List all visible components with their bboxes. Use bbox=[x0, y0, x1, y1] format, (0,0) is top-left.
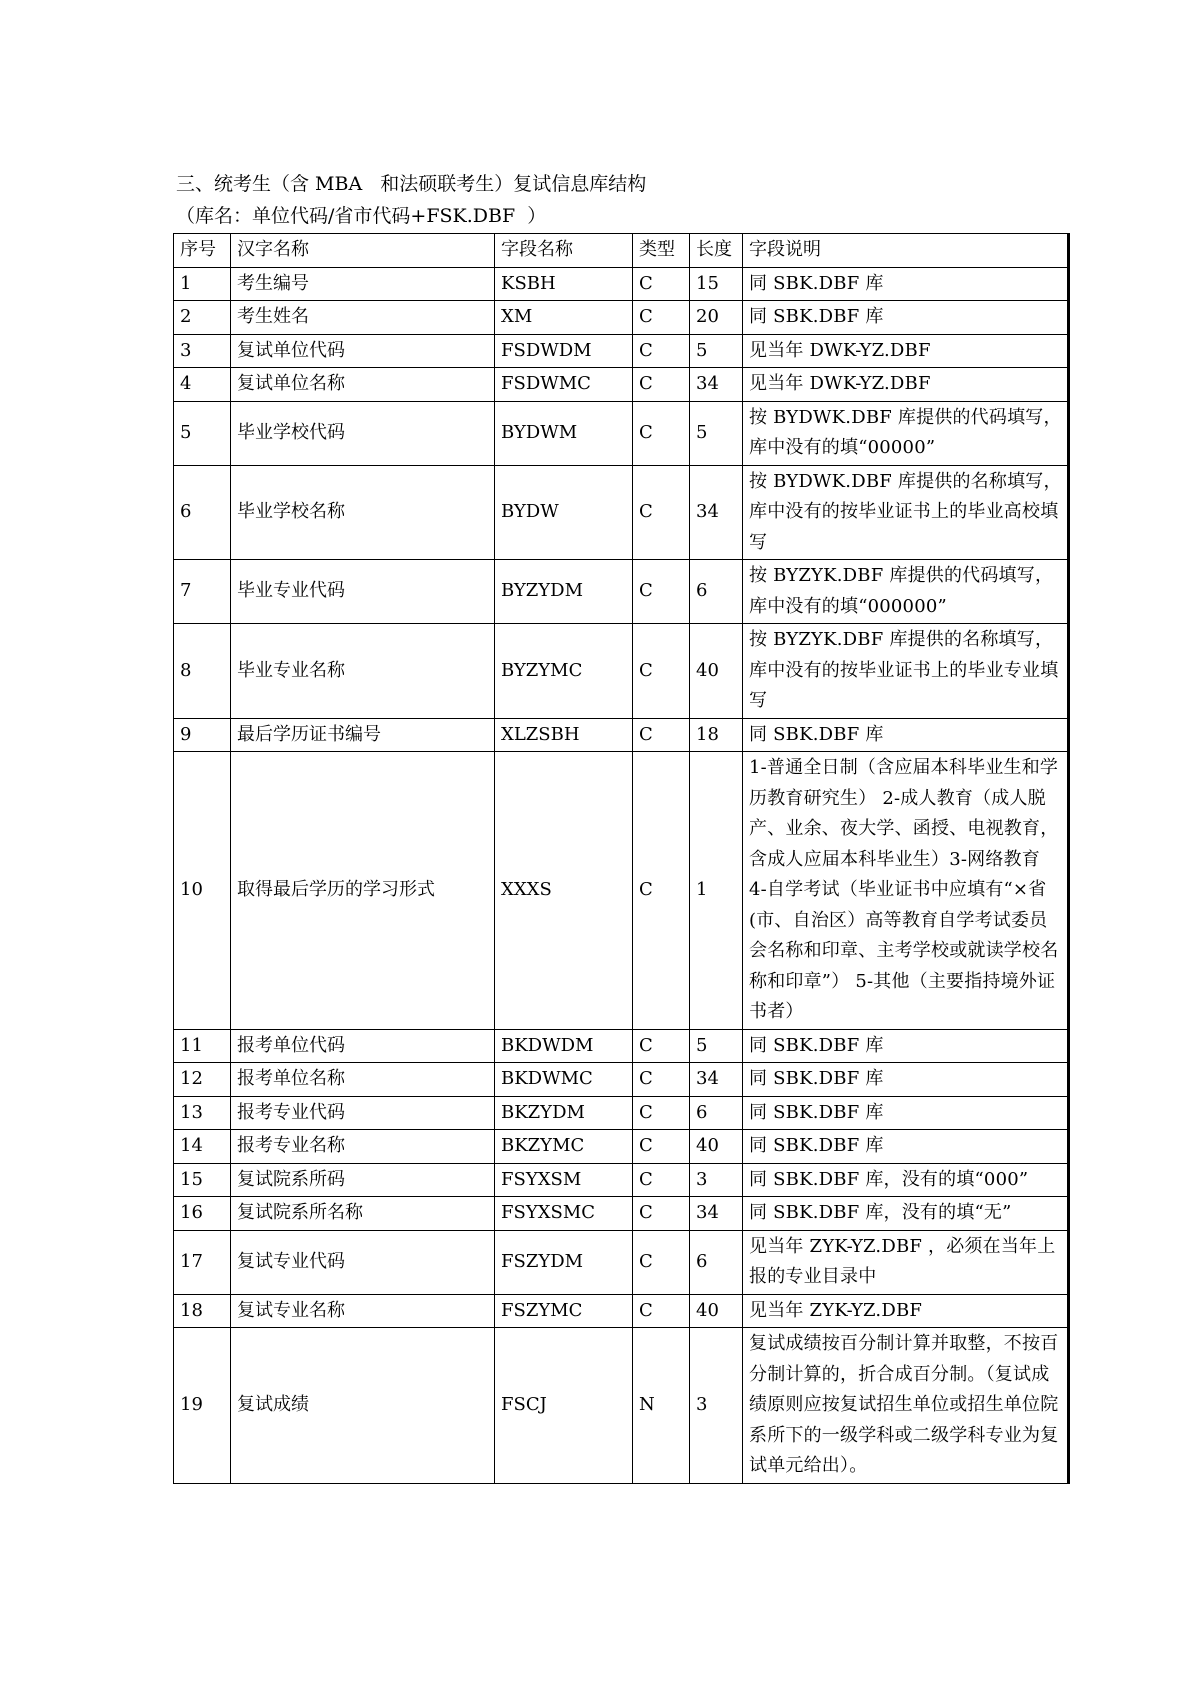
cell-length: 6 bbox=[690, 1230, 743, 1294]
cell-index: 10 bbox=[174, 752, 231, 1030]
header-field-name: 字段名称 bbox=[495, 234, 633, 268]
cell-field-name: FSZYDM bbox=[495, 1230, 633, 1294]
cell-chinese-name: 复试专业代码 bbox=[231, 1230, 495, 1294]
database-name-note: （库名：单位代码/省市代码+FSK.DBF ） bbox=[176, 205, 547, 227]
cell-type: C bbox=[633, 718, 690, 752]
cell-description: 见当年 ZYK-YZ.DBF bbox=[743, 1294, 1069, 1328]
cell-description: 见当年 DWK-YZ.DBF bbox=[743, 334, 1069, 368]
header-type: 类型 bbox=[633, 234, 690, 268]
cell-length: 20 bbox=[690, 301, 743, 335]
cell-type: N bbox=[633, 1328, 690, 1484]
cell-chinese-name: 毕业学校名称 bbox=[231, 465, 495, 560]
cell-length: 6 bbox=[690, 560, 743, 624]
cell-field-name: XM bbox=[495, 301, 633, 335]
cell-length: 34 bbox=[690, 368, 743, 402]
cell-length: 34 bbox=[690, 1197, 743, 1231]
cell-length: 34 bbox=[690, 465, 743, 560]
cell-description: 同 SBK.DBF 库，没有的填“000” bbox=[743, 1163, 1069, 1197]
table-row bbox=[174, 401, 1069, 465]
cell-chinese-name: 复试单位名称 bbox=[231, 368, 495, 402]
header-chinese-name: 汉字名称 bbox=[231, 234, 495, 268]
cell-description: 同 SBK.DBF 库 bbox=[743, 1130, 1069, 1164]
cell-field-name: XLZSBH bbox=[495, 718, 633, 752]
cell-type: C bbox=[633, 334, 690, 368]
cell-description: 同 SBK.DBF 库 bbox=[743, 301, 1069, 335]
cell-type: C bbox=[633, 560, 690, 624]
cell-index: 13 bbox=[174, 1096, 231, 1130]
cell-description: 同 SBK.DBF 库 bbox=[743, 1096, 1069, 1130]
cell-index: 7 bbox=[174, 560, 231, 624]
cell-index: 14 bbox=[174, 1130, 231, 1164]
cell-chinese-name: 报考单位名称 bbox=[231, 1063, 495, 1097]
cell-description: 按 BYZYK.DBF 库提供的名称填写，库中没有的按毕业证书上的毕业专业填写 bbox=[743, 624, 1069, 719]
cell-field-name: FSYXSMC bbox=[495, 1197, 633, 1231]
cell-chinese-name: 报考单位代码 bbox=[231, 1029, 495, 1063]
cell-type: C bbox=[633, 1230, 690, 1294]
cell-index: 19 bbox=[174, 1328, 231, 1484]
table-row bbox=[174, 368, 1069, 402]
table-row bbox=[174, 718, 1069, 752]
cell-length: 3 bbox=[690, 1163, 743, 1197]
cell-index: 2 bbox=[174, 301, 231, 335]
cell-type: C bbox=[633, 1197, 690, 1231]
cell-index: 17 bbox=[174, 1230, 231, 1294]
table-row bbox=[174, 1230, 1069, 1294]
cell-chinese-name: 最后学历证书编号 bbox=[231, 718, 495, 752]
cell-description: 见当年 ZYK-YZ.DBF ，必须在当年上报的专业目录中 bbox=[743, 1230, 1069, 1294]
cell-description: 按 BYDWK.DBF 库提供的代码填写，库中没有的填“00000” bbox=[743, 401, 1069, 465]
cell-length: 1 bbox=[690, 752, 743, 1030]
cell-chinese-name: 复试院系所名称 bbox=[231, 1197, 495, 1231]
table-row bbox=[174, 560, 1069, 624]
cell-index: 9 bbox=[174, 718, 231, 752]
table-row bbox=[174, 1130, 1069, 1164]
cell-type: C bbox=[633, 1096, 690, 1130]
cell-chinese-name: 毕业专业名称 bbox=[231, 624, 495, 719]
cell-length: 15 bbox=[690, 267, 743, 301]
cell-field-name: BYZYDM bbox=[495, 560, 633, 624]
cell-field-name: FSZYMC bbox=[495, 1294, 633, 1328]
cell-length: 3 bbox=[690, 1328, 743, 1484]
cell-type: C bbox=[633, 465, 690, 560]
cell-type: C bbox=[633, 1130, 690, 1164]
cell-field-name: BKZYDM bbox=[495, 1096, 633, 1130]
cell-chinese-name: 取得最后学历的学习形式 bbox=[231, 752, 495, 1030]
cell-type: C bbox=[633, 368, 690, 402]
cell-field-name: BKZYMC bbox=[495, 1130, 633, 1164]
cell-field-name: FSDWDM bbox=[495, 334, 633, 368]
cell-description: 见当年 DWK-YZ.DBF bbox=[743, 368, 1069, 402]
cell-chinese-name: 报考专业名称 bbox=[231, 1130, 495, 1164]
cell-length: 40 bbox=[690, 1130, 743, 1164]
cell-length: 6 bbox=[690, 1096, 743, 1130]
cell-length: 18 bbox=[690, 718, 743, 752]
cell-index: 12 bbox=[174, 1063, 231, 1097]
cell-type: C bbox=[633, 1063, 690, 1097]
table-row bbox=[174, 1063, 1069, 1097]
cell-length: 40 bbox=[690, 1294, 743, 1328]
cell-chinese-name: 复试院系所码 bbox=[231, 1163, 495, 1197]
cell-index: 15 bbox=[174, 1163, 231, 1197]
cell-description: 同 SBK.DBF 库 bbox=[743, 1063, 1069, 1097]
cell-length: 34 bbox=[690, 1063, 743, 1097]
table-row bbox=[174, 624, 1069, 719]
cell-index: 5 bbox=[174, 401, 231, 465]
cell-description: 复试成绩按百分制计算并取整，不按百分制计算的，折合成百分制。（复试成绩原则应按复试招生单位或招生单位院系所下的一级学科或二级学科专业为复试单元给出）。 bbox=[743, 1328, 1069, 1484]
cell-field-name: FSCJ bbox=[495, 1328, 633, 1484]
cell-field-name: FSDWMC bbox=[495, 368, 633, 402]
cell-length: 40 bbox=[690, 624, 743, 719]
cell-chinese-name: 毕业学校代码 bbox=[231, 401, 495, 465]
table-row bbox=[174, 752, 1069, 1030]
cell-description: 1-普通全日制（含应届本科毕业生和学历教育研究生） 2-成人教育（成人脱产、业余、夜大学、函授、电视教育，含成人应届本科毕业生）3-网络教育 4-自学考试（毕业证书中应填有“×省(市、自治区）高等教育自学考试委员会名称和印章、主考学校或就读学校名称和印章”） 5-其他（主要指持境外证书者） bbox=[743, 752, 1069, 1030]
cell-description: 同 SBK.DBF 库 bbox=[743, 718, 1069, 752]
table-row bbox=[174, 1294, 1069, 1328]
table-row bbox=[174, 301, 1069, 335]
cell-field-name: BKDWMC bbox=[495, 1063, 633, 1097]
cell-index: 6 bbox=[174, 465, 231, 560]
cell-index: 4 bbox=[174, 368, 231, 402]
cell-type: C bbox=[633, 301, 690, 335]
table-row bbox=[174, 465, 1069, 560]
page-title: 三、统考生（含 MBA 和法硕联考生）复试信息库结构 bbox=[176, 173, 647, 195]
cell-chinese-name: 复试成绩 bbox=[231, 1328, 495, 1484]
cell-chinese-name: 考生姓名 bbox=[231, 301, 495, 335]
cell-description: 同 SBK.DBF 库 bbox=[743, 267, 1069, 301]
cell-field-name: BYDWM bbox=[495, 401, 633, 465]
cell-field-name: BYZYMC bbox=[495, 624, 633, 719]
cell-field-name: XXXS bbox=[495, 752, 633, 1030]
cell-field-name: BYDW bbox=[495, 465, 633, 560]
cell-type: C bbox=[633, 624, 690, 719]
table-row bbox=[174, 1029, 1069, 1063]
cell-index: 11 bbox=[174, 1029, 231, 1063]
table-row bbox=[174, 1328, 1069, 1484]
cell-type: C bbox=[633, 1294, 690, 1328]
cell-type: C bbox=[633, 1029, 690, 1063]
cell-index: 8 bbox=[174, 624, 231, 719]
cell-description: 同 SBK.DBF 库 bbox=[743, 1029, 1069, 1063]
cell-type: C bbox=[633, 267, 690, 301]
cell-field-name: KSBH bbox=[495, 267, 633, 301]
cell-field-name: BKDWDM bbox=[495, 1029, 633, 1063]
table-header-row bbox=[174, 234, 1069, 268]
cell-field-name: FSYXSM bbox=[495, 1163, 633, 1197]
cell-description: 同 SBK.DBF 库，没有的填“无” bbox=[743, 1197, 1069, 1231]
cell-chinese-name: 复试专业名称 bbox=[231, 1294, 495, 1328]
cell-chinese-name: 毕业专业代码 bbox=[231, 560, 495, 624]
header-index: 序号 bbox=[174, 234, 231, 268]
cell-type: C bbox=[633, 752, 690, 1030]
table-row bbox=[174, 1096, 1069, 1130]
cell-chinese-name: 报考专业代码 bbox=[231, 1096, 495, 1130]
table-row bbox=[174, 334, 1069, 368]
cell-length: 5 bbox=[690, 334, 743, 368]
table-row bbox=[174, 267, 1069, 301]
cell-chinese-name: 复试单位代码 bbox=[231, 334, 495, 368]
cell-type: C bbox=[633, 401, 690, 465]
cell-description: 按 BYZYK.DBF 库提供的代码填写，库中没有的填“000000” bbox=[743, 560, 1069, 624]
table-row bbox=[174, 1197, 1069, 1231]
cell-index: 16 bbox=[174, 1197, 231, 1231]
header-description: 字段说明 bbox=[743, 234, 1069, 268]
header-length: 长度 bbox=[690, 234, 743, 268]
cell-description: 按 BYDWK.DBF 库提供的名称填写，库中没有的按毕业证书上的毕业高校填写 bbox=[743, 465, 1069, 560]
cell-index: 3 bbox=[174, 334, 231, 368]
cell-length: 5 bbox=[690, 1029, 743, 1063]
table-row bbox=[174, 1163, 1069, 1197]
cell-index: 18 bbox=[174, 1294, 231, 1328]
cell-index: 1 bbox=[174, 267, 231, 301]
cell-type: C bbox=[633, 1163, 690, 1197]
field-structure-table bbox=[173, 233, 1070, 1484]
cell-chinese-name: 考生编号 bbox=[231, 267, 495, 301]
cell-length: 5 bbox=[690, 401, 743, 465]
